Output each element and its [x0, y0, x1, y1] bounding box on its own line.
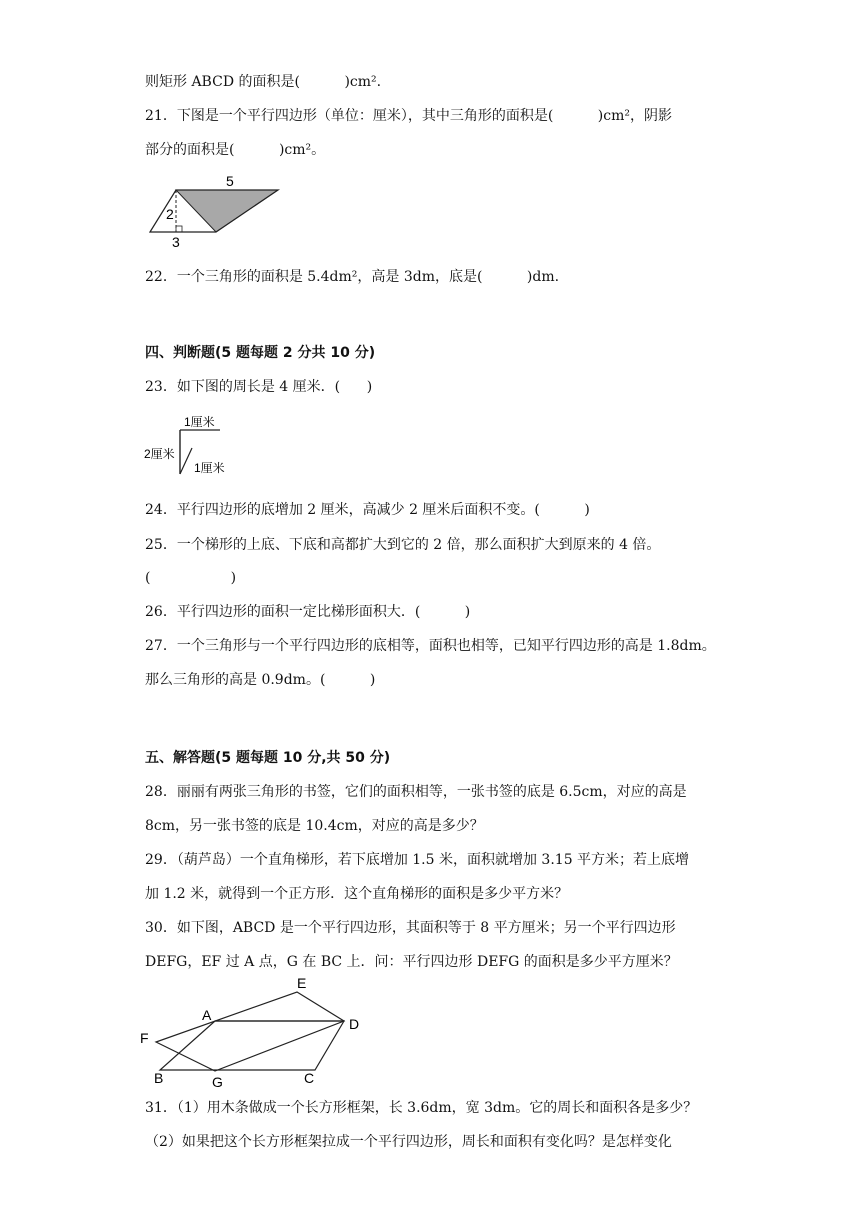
q30-line-2: DEFG，EF 过 A 点，G 在 BC 上．问：平行四边形 DEFG 的面积是多少平方厘米？ — [145, 954, 678, 970]
label-E: E — [297, 975, 307, 991]
q29-line-1: 29．（葫芦岛）一个直角梯形，若下底增加 1.5 米，面积就增加 3.15 平方米；若上底增 — [145, 852, 690, 868]
label-top: 1厘米 — [184, 415, 215, 429]
section-4-heading: 四、判断题(5 题每题 2 分共 10 分) — [145, 345, 376, 361]
q21-line-1: 21．下图是一个平行四边形（单位：厘米），其中三角形的面积是( )cm²，阴影 — [145, 108, 672, 124]
q26-line: 26．平行四边形的面积一定比梯形面积大．( ) — [145, 604, 471, 620]
q31-line-2: （2）如果把这个长方形框架拉成一个平行四边形，周长和面积有变化吗？是怎样变化 — [145, 1134, 672, 1150]
label-height-2: 2 — [166, 206, 174, 222]
q20-line-2: 则矩形 ABCD 的面积是( )cm². — [145, 74, 382, 90]
label-slant: 1厘米 — [194, 461, 225, 475]
label-base-3: 3 — [172, 234, 180, 250]
parallelogram-abcd — [160, 1021, 344, 1070]
label-left: 2厘米 — [144, 447, 175, 461]
shaded-region — [176, 190, 278, 232]
q23-line: 23．如下图的周长是 4 厘米．( ) — [145, 379, 373, 395]
q30-line-1: 30．如下图，ABCD 是一个平行四边形，其面积等于 8 平方厘米；另一个平行四边形 — [145, 920, 676, 936]
label-F: F — [140, 1030, 149, 1046]
label-C: C — [304, 1070, 315, 1086]
q21-line-2: 部分的面积是( )cm²。 — [145, 142, 326, 158]
q23-figure — [140, 408, 240, 478]
q22-line: 22．一个三角形的面积是 5.4dm²，高是 3dm，底是( )dm. — [145, 269, 560, 285]
q28-line-1: 28．丽丽有两张三角形的书签，它们的面积相等，一张书签的底是 6.5cm，对应的高是 — [145, 784, 687, 800]
label-G: G — [212, 1074, 223, 1090]
q27-line-2: 那么三角形的高是 0.9dm。( ) — [145, 672, 376, 688]
q29-line-2: 加 1.2 米，就得到一个正方形．这个直角梯形的面积是多少平方米？ — [145, 886, 569, 902]
q30-figure — [130, 975, 380, 1093]
label-D: D — [349, 1016, 360, 1032]
q28-line-2: 8cm，另一张书签的底是 10.4cm，对应的高是多少？ — [145, 818, 484, 834]
q24-line: 24．平行四边形的底增加 2 厘米，高减少 2 厘米后面积不变。( ) — [145, 502, 590, 518]
q25-line-2: ( ) — [145, 570, 237, 586]
right-angle-mark — [176, 226, 182, 232]
q21-parallelogram-figure — [140, 170, 290, 250]
q25-line-1: 25．一个梯形的上底、下底和高都扩大到它的 2 倍，那么面积扩大到原来的 4 倍。 — [145, 537, 661, 553]
q31-line-1: 31．（1）用木条做成一个长方形框架，长 3.6dm，宽 3dm。它的周长和面积各是多少？ — [145, 1100, 698, 1116]
label-top-5: 5 — [226, 173, 234, 189]
label-B: B — [154, 1070, 164, 1086]
parallelogram-defg — [156, 992, 344, 1071]
q27-line-1: 27．一个三角形与一个平行四边形的底相等，面积也相等，已知平行四边形的高是 1.8dm。 — [145, 638, 716, 654]
slant-segment — [180, 448, 192, 474]
label-A: A — [202, 1007, 212, 1023]
section-5-heading: 五、解答题(5 题每题 10 分,共 50 分) — [145, 750, 391, 766]
